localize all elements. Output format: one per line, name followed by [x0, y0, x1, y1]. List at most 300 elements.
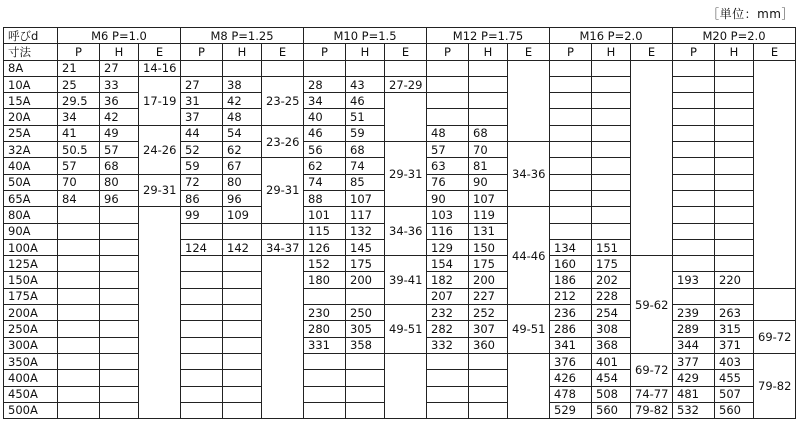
cell-m20-h [715, 256, 754, 272]
cell-m20-e: 69-72 [754, 321, 796, 354]
cell-m6-p: 29.5 [58, 93, 100, 109]
row-size-label: 150A [4, 272, 58, 288]
row-size-label: 15A [4, 93, 58, 109]
cell-m12-h [469, 93, 508, 109]
cell-m20-h [715, 60, 754, 76]
cell-m6-h [100, 353, 139, 369]
cell-m6-e [139, 207, 181, 419]
cell-m16-h [592, 174, 631, 190]
table-row [4, 256, 796, 272]
sub-header-e: E [754, 44, 796, 60]
cell-m8-e: 34-37 [262, 239, 304, 255]
cell-m10-h: 85 [346, 174, 385, 190]
cell-m8-h [223, 60, 262, 76]
cell-m8-h: 67 [223, 158, 262, 174]
cell-m16-h [592, 223, 631, 239]
cell-m16-h: 454 [592, 370, 631, 386]
cell-m16-p [550, 142, 592, 158]
sub-header-h: H [346, 44, 385, 60]
row-size-label: 125A [4, 256, 58, 272]
table-row [4, 142, 796, 158]
cell-m8-h: 80 [223, 174, 262, 190]
cell-m10-p: 56 [304, 142, 346, 158]
cell-m20-h [715, 239, 754, 255]
cell-m10-p: 40 [304, 109, 346, 125]
cell-m20-h [715, 142, 754, 158]
cell-m8-p [181, 353, 223, 369]
cell-m10-h: 132 [346, 223, 385, 239]
cell-m10-p: 34 [304, 93, 346, 109]
cell-m12-p: 129 [427, 239, 469, 255]
cell-m20-p [673, 93, 715, 109]
cell-m16-p [550, 190, 592, 206]
cell-m12-h [469, 353, 508, 369]
sub-header-h: H [100, 44, 139, 60]
cell-m10-p [304, 386, 346, 402]
cell-m6-p [58, 223, 100, 239]
cell-m8-h [223, 402, 262, 418]
cell-m6-p: 25 [58, 76, 100, 92]
cell-m12-p [427, 370, 469, 386]
group-header-m20: M20 P=2.0 [673, 28, 796, 44]
cell-m10-h: 250 [346, 305, 385, 321]
cell-m8-h: 109 [223, 207, 262, 223]
cell-m20-h: 560 [715, 402, 754, 418]
cell-m8-h [223, 272, 262, 288]
group-header-m6: M6 P=1.0 [58, 28, 181, 44]
cell-m12-p: 182 [427, 272, 469, 288]
cell-m6-h [100, 288, 139, 304]
cell-m16-p [550, 60, 592, 76]
cell-m10-h: 74 [346, 158, 385, 174]
cell-m20-p: 239 [673, 305, 715, 321]
cell-m16-h: 368 [592, 337, 631, 353]
cell-m12-h [469, 60, 508, 76]
cell-m20-h: 263 [715, 305, 754, 321]
group-header-m10: M10 P=1.5 [304, 28, 427, 44]
cell-m6-p [58, 402, 100, 418]
cell-m20-p [673, 158, 715, 174]
cell-m8-p [181, 402, 223, 418]
cell-m8-h [223, 370, 262, 386]
sub-header-h: H [592, 44, 631, 60]
cell-m10-h [346, 386, 385, 402]
cell-m6-h [100, 402, 139, 418]
cell-m20-h [715, 288, 754, 304]
cell-m12-h: 227 [469, 288, 508, 304]
cell-m10-p [304, 402, 346, 418]
cell-m10-h [346, 288, 385, 304]
cell-m6-h: 96 [100, 190, 139, 206]
cell-m10-e [385, 353, 427, 418]
cell-m16-h [592, 76, 631, 92]
cell-m16-p: 286 [550, 321, 592, 337]
cell-m8-p: 99 [181, 207, 223, 223]
cell-m8-p: 124 [181, 239, 223, 255]
cell-m20-p [673, 174, 715, 190]
cell-m20-p: 429 [673, 370, 715, 386]
row-size-label: 100A [4, 239, 58, 255]
cell-m10-h: 107 [346, 190, 385, 206]
sub-header-h: H [223, 44, 262, 60]
cell-m8-e: 29-31 [262, 158, 304, 223]
cell-m10-p: 46 [304, 125, 346, 141]
cell-m8-e: 23-26 [262, 125, 304, 158]
cell-m12-e [508, 353, 550, 418]
table-row [4, 353, 796, 369]
cell-m16-h [592, 207, 631, 223]
cell-m16-h: 254 [592, 305, 631, 321]
cell-m6-e: 24-26 [139, 125, 181, 174]
cell-m8-p: 31 [181, 93, 223, 109]
cell-m6-h [100, 272, 139, 288]
sub-header-h: H [469, 44, 508, 60]
cell-m6-h: 68 [100, 158, 139, 174]
group-header-m16: M16 P=2.0 [550, 28, 673, 44]
cell-m10-h: 59 [346, 125, 385, 141]
cell-m8-p [181, 305, 223, 321]
cell-m10-p [304, 353, 346, 369]
cell-m20-h [715, 158, 754, 174]
cell-m6-h [100, 207, 139, 223]
sub-header-e: E [262, 44, 304, 60]
cell-m8-e [262, 223, 304, 239]
cell-m20-e [754, 288, 796, 321]
cell-m6-p: 84 [58, 190, 100, 206]
cell-m16-h [592, 125, 631, 141]
cell-m6-p [58, 239, 100, 255]
cell-m12-p: 232 [427, 305, 469, 321]
cell-m20-p [673, 207, 715, 223]
cell-m10-p [304, 60, 346, 76]
cell-m20-h [715, 125, 754, 141]
cell-m8-p [181, 386, 223, 402]
cell-m16-h [592, 158, 631, 174]
cell-m6-p [58, 256, 100, 272]
sub-header-e: E [631, 44, 673, 60]
cell-m6-p [58, 272, 100, 288]
cell-m10-p: 126 [304, 239, 346, 255]
cell-m8-p [181, 321, 223, 337]
cell-m12-h: 107 [469, 190, 508, 206]
cell-m16-h [592, 60, 631, 76]
cell-m10-e [385, 93, 427, 142]
cell-m16-p [550, 76, 592, 92]
group-header-m12: M12 P=1.75 [427, 28, 550, 44]
cell-m6-h [100, 256, 139, 272]
cell-m20-p [673, 190, 715, 206]
cell-m8-p: 44 [181, 125, 223, 141]
cell-m16-e [631, 60, 673, 256]
cell-m6-h: 80 [100, 174, 139, 190]
cell-m20-p: 193 [673, 272, 715, 288]
cell-m10-p: 101 [304, 207, 346, 223]
cell-m8-p [181, 60, 223, 76]
cell-m12-h: 175 [469, 256, 508, 272]
sub-header-p: P [181, 44, 223, 60]
cell-m12-h [469, 370, 508, 386]
cell-m20-p: 377 [673, 353, 715, 369]
cell-m16-p: 478 [550, 386, 592, 402]
cell-m10-e: 27-29 [385, 76, 427, 92]
cell-m6-p [58, 337, 100, 353]
cell-m20-h: 315 [715, 321, 754, 337]
cell-m20-h [715, 93, 754, 109]
cell-m20-p: 532 [673, 402, 715, 418]
cell-m12-p: 116 [427, 223, 469, 239]
cell-m8-h [223, 256, 262, 272]
cell-m10-p [304, 370, 346, 386]
sub-header-e: E [385, 44, 427, 60]
sub-header-p: P [673, 44, 715, 60]
cell-m8-e: 23-25 [262, 76, 304, 125]
cell-m16-p [550, 223, 592, 239]
cell-m8-h [223, 288, 262, 304]
cell-m10-e: 34-36 [385, 207, 427, 256]
cell-m6-h [100, 305, 139, 321]
cell-m6-p: 57 [58, 158, 100, 174]
row-size-label: 175A [4, 288, 58, 304]
cell-m16-h: 228 [592, 288, 631, 304]
row-size-label: 40A [4, 158, 58, 174]
cell-m12-p: 332 [427, 337, 469, 353]
cell-m20-e [754, 60, 796, 288]
cell-m8-h: 48 [223, 109, 262, 125]
cell-m10-p [304, 288, 346, 304]
cell-m12-p: 207 [427, 288, 469, 304]
cell-m6-h [100, 370, 139, 386]
cell-m8-e [262, 60, 304, 76]
cell-m8-p: 37 [181, 109, 223, 125]
cell-m20-p: 481 [673, 386, 715, 402]
cell-m10-h: 43 [346, 76, 385, 92]
cell-m6-h: 42 [100, 109, 139, 125]
cell-m20-p: 344 [673, 337, 715, 353]
cell-m12-p: 154 [427, 256, 469, 272]
cell-m10-p: 74 [304, 174, 346, 190]
cell-m8-p: 59 [181, 158, 223, 174]
cell-m16-p [550, 109, 592, 125]
cell-m6-p [58, 207, 100, 223]
cell-m16-p: 376 [550, 353, 592, 369]
cell-m12-p: 90 [427, 190, 469, 206]
cell-m20-h [715, 76, 754, 92]
cell-m16-h [592, 142, 631, 158]
cell-m10-h [346, 370, 385, 386]
cell-m8-p: 72 [181, 174, 223, 190]
cell-m6-p: 41 [58, 125, 100, 141]
cell-m6-h [100, 223, 139, 239]
cell-m6-p [58, 386, 100, 402]
cell-m16-e: 74-77 [631, 386, 673, 402]
cell-m8-h: 38 [223, 76, 262, 92]
cell-m6-h [100, 321, 139, 337]
cell-m10-e [385, 60, 427, 76]
cell-m12-e [508, 60, 550, 141]
cell-m6-h: 27 [100, 60, 139, 76]
cell-m16-p [550, 93, 592, 109]
cell-m20-p [673, 60, 715, 76]
cell-m20-h [715, 174, 754, 190]
cell-m16-p [550, 174, 592, 190]
unit-label: ［単位：mm］ [707, 7, 794, 21]
cell-m20-p [673, 256, 715, 272]
cell-m20-h: 403 [715, 353, 754, 369]
sub-header-e: E [508, 44, 550, 60]
table-row [4, 305, 796, 321]
row-size-label: 8A [4, 60, 58, 76]
cell-m16-h: 508 [592, 386, 631, 402]
cell-m10-p: 28 [304, 76, 346, 92]
cell-m12-h: 68 [469, 125, 508, 141]
cell-m8-e [262, 256, 304, 419]
cell-m12-p: 103 [427, 207, 469, 223]
row-size-label: 50A [4, 174, 58, 190]
row-size-label: 32A [4, 142, 58, 158]
cell-m12-h: 119 [469, 207, 508, 223]
cell-m8-p: 27 [181, 76, 223, 92]
table-row [4, 93, 796, 109]
cell-m16-h [592, 109, 631, 125]
cell-m6-h: 57 [100, 142, 139, 158]
cell-m20-h: 507 [715, 386, 754, 402]
cell-m8-h [223, 353, 262, 369]
sub-header-p: P [427, 44, 469, 60]
cell-m6-h: 49 [100, 125, 139, 141]
cell-m6-p: 50.5 [58, 142, 100, 158]
row-size-label: 65A [4, 190, 58, 206]
cell-m12-h: 252 [469, 305, 508, 321]
row-size-label: 250A [4, 321, 58, 337]
sub-header-p: P [304, 44, 346, 60]
cell-m8-h [223, 223, 262, 239]
table-row [4, 60, 796, 76]
cell-m12-p [427, 353, 469, 369]
cell-m12-p [427, 93, 469, 109]
cell-m10-p: 115 [304, 223, 346, 239]
cell-m16-p: 426 [550, 370, 592, 386]
cell-m12-h: 90 [469, 174, 508, 190]
cell-m20-p [673, 109, 715, 125]
cell-m8-h [223, 305, 262, 321]
cell-m10-h: 46 [346, 93, 385, 109]
cell-m16-h: 175 [592, 256, 631, 272]
cell-m8-p: 52 [181, 142, 223, 158]
cell-m12-p: 48 [427, 125, 469, 141]
cell-m16-e: 79-82 [631, 402, 673, 418]
cell-m8-p [181, 288, 223, 304]
cell-m16-p: 186 [550, 272, 592, 288]
cell-m6-p [58, 370, 100, 386]
cell-m12-h: 307 [469, 321, 508, 337]
cell-m16-h [592, 190, 631, 206]
cell-m20-h [715, 109, 754, 125]
cell-m6-p: 70 [58, 174, 100, 190]
cell-m10-h: 51 [346, 109, 385, 125]
cell-m12-h: 200 [469, 272, 508, 288]
sub-header-row [4, 44, 796, 60]
cell-m10-h [346, 60, 385, 76]
cell-m12-h: 70 [469, 142, 508, 158]
row-size-label: 350A [4, 353, 58, 369]
cell-m8-h: 54 [223, 125, 262, 141]
cell-m12-e: 34-36 [508, 142, 550, 207]
row-size-label: 200A [4, 305, 58, 321]
cell-m20-p [673, 223, 715, 239]
row-size-label: 500A [4, 402, 58, 418]
cell-m16-p: 529 [550, 402, 592, 418]
cell-m8-h: 96 [223, 190, 262, 206]
cell-m16-p: 212 [550, 288, 592, 304]
cell-m6-h: 36 [100, 93, 139, 109]
cell-m10-p: 280 [304, 321, 346, 337]
cell-m8-h [223, 386, 262, 402]
cell-m10-p: 331 [304, 337, 346, 353]
cell-m20-h: 371 [715, 337, 754, 353]
cell-m16-p: 341 [550, 337, 592, 353]
cell-m16-h: 151 [592, 239, 631, 255]
cell-m12-p [427, 402, 469, 418]
cell-m12-h [469, 76, 508, 92]
cell-m10-e: 49-51 [385, 305, 427, 354]
cell-m12-p: 282 [427, 321, 469, 337]
cell-m12-e: 44-46 [508, 207, 550, 305]
cell-m10-p: 88 [304, 190, 346, 206]
cell-m12-p [427, 109, 469, 125]
cell-m6-e: 17-19 [139, 76, 181, 125]
cell-m8-p [181, 370, 223, 386]
cell-m12-p: 57 [427, 142, 469, 158]
row-size-label: 90A [4, 223, 58, 239]
cell-m10-p: 62 [304, 158, 346, 174]
cell-m12-e: 49-51 [508, 305, 550, 354]
cell-m6-h [100, 239, 139, 255]
cell-m20-h [715, 190, 754, 206]
cell-m12-h: 150 [469, 239, 508, 255]
cell-m10-h: 175 [346, 256, 385, 272]
cell-m20-p [673, 142, 715, 158]
cell-m16-p [550, 158, 592, 174]
cell-m8-h: 62 [223, 142, 262, 158]
cell-m12-h [469, 386, 508, 402]
cell-m10-p: 152 [304, 256, 346, 272]
cell-m16-p [550, 125, 592, 141]
table-row [4, 76, 796, 92]
cell-m10-e: 39-41 [385, 256, 427, 305]
sub-header-e: E [139, 44, 181, 60]
row-size-label: 20A [4, 109, 58, 125]
cell-m6-e: 29-31 [139, 174, 181, 207]
cell-m16-h [592, 93, 631, 109]
cell-m8-p [181, 272, 223, 288]
row-size-label: 80A [4, 207, 58, 223]
cell-m6-p [58, 321, 100, 337]
cell-m8-h: 142 [223, 239, 262, 255]
cell-m8-h [223, 321, 262, 337]
cell-m10-p: 180 [304, 272, 346, 288]
cell-m12-h: 360 [469, 337, 508, 353]
cell-m10-h: 117 [346, 207, 385, 223]
cell-m10-h: 68 [346, 142, 385, 158]
cell-m16-h: 560 [592, 402, 631, 418]
table-row [4, 207, 796, 223]
cell-m10-h: 200 [346, 272, 385, 288]
corner-bottom-label: 寸法 [4, 44, 58, 60]
row-size-label: 400A [4, 370, 58, 386]
cell-m20-p [673, 288, 715, 304]
cell-m16-p: 236 [550, 305, 592, 321]
cell-m6-p: 21 [58, 60, 100, 76]
